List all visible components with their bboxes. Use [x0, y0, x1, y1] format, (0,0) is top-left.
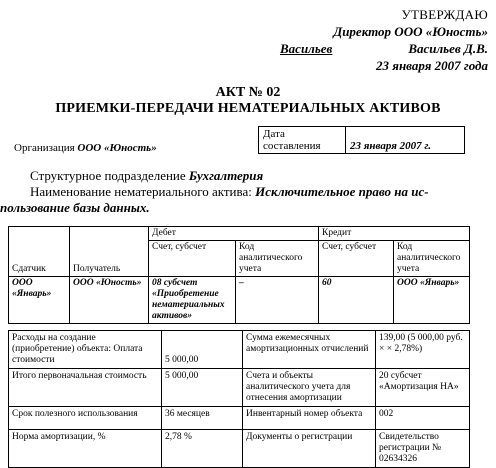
cell-rate-value: 2,78 % — [162, 430, 243, 468]
th-debit-code: Код аналитического учета — [236, 241, 319, 277]
cell-accounts-value: 20 субсчет «Амортизация НА» — [376, 369, 470, 407]
th-credit-account: Счет, субсчет — [319, 241, 394, 277]
table-row — [9, 277, 470, 324]
cell-credit-code: ООО «Январь» — [394, 277, 470, 324]
th-receiver: Получатель — [70, 227, 149, 277]
cell-cost-value: 5 000,00 — [162, 331, 243, 369]
cell-monthly-value: 139,00 (5 000,00 руб. × × 2,78%) — [376, 331, 470, 369]
th-credit-code: Код аналитического учета — [394, 241, 470, 277]
organization-value: ООО «Юность» — [77, 142, 157, 154]
approval-position: Директор ООО «Юность» — [333, 24, 488, 39]
approval-signature: Васильев — [280, 41, 333, 56]
division-label: Структурное подразделение — [30, 168, 186, 183]
act-title-text: ПРИЕМКИ-ПЕРЕДАЧИ НЕМАТЕРИАЛЬНЫХ АКТИВОВ — [55, 101, 441, 116]
asset-parameters-table — [8, 330, 470, 468]
date-box-value: 23 января 2007 г. — [346, 127, 465, 154]
date-box — [258, 126, 465, 154]
cell-sender: ООО «Январь» — [9, 277, 70, 324]
date-box-label — [259, 127, 346, 154]
cell-monthly-label: Сумма ежемесячных амортизационных отчислений — [243, 331, 376, 369]
date-label-line2: составления — [263, 140, 321, 152]
asset-name-label: Наименование нематериального актива: — [30, 184, 252, 199]
cell-term-value: 36 месяцев — [162, 407, 243, 430]
asset-name-value-1: Исключительное право на ис- — [255, 184, 429, 199]
table-row — [9, 369, 470, 407]
asset-name-value-2: пользование базы данных. — [0, 200, 150, 215]
cell-inventory-label: Инвентарный номер объекта — [243, 407, 376, 430]
cell-debit-code: – — [236, 277, 319, 324]
table-row — [9, 331, 470, 369]
approval-heading: УТВЕРЖДАЮ — [401, 7, 488, 22]
cell-term-label: Срок полезного использования — [9, 407, 162, 430]
asset-name-line — [30, 184, 480, 200]
cell-registration-label: Документы о регистрации — [243, 430, 376, 468]
th-debit: Дебет — [149, 227, 319, 241]
th-credit: Кредит — [319, 227, 470, 241]
th-sender: Сдатчик — [9, 227, 70, 277]
cell-accounts-label: Счета и объекты аналитического учета для отнесения амортизации — [243, 369, 376, 407]
cell-registration-value: Свидетельство регистрации № 02634326 — [376, 430, 470, 468]
cell-rate-label: Норма амортизации, % — [9, 430, 162, 468]
approval-sign-row — [238, 40, 488, 57]
division-value: Бухгалтерия — [188, 168, 264, 183]
th-debit-account: Счет, субсчет — [149, 241, 236, 277]
cell-total-value: 5 000,00 — [162, 369, 243, 407]
cell-debit-account: 08 субсчет «Приобретение нематериальных активов» — [149, 277, 236, 324]
cell-total-label: Итого первоначальная стоимость — [9, 369, 162, 407]
organization-label: Организация — [14, 142, 75, 154]
cell-cost-label: Расходы на создание (приобретение) объекта: Оплата стоимости — [9, 331, 162, 369]
approval-date: 23 января 2007 года — [376, 58, 488, 73]
table-row — [9, 430, 470, 468]
cell-receiver: ООО «Юность» — [70, 277, 149, 324]
table-row — [9, 407, 470, 430]
organization-line — [14, 142, 157, 154]
approval-block — [238, 6, 488, 74]
division-line — [30, 168, 480, 184]
cell-inventory-value: 002 — [376, 407, 470, 430]
accounts-table — [8, 226, 470, 324]
approval-name: Васильев Д.В. — [408, 41, 488, 56]
date-label-line1: Дата — [263, 128, 285, 140]
act-title-number: АКТ № 02 — [215, 85, 281, 100]
asset-details — [0, 168, 480, 216]
cell-credit-account: 60 — [319, 277, 394, 324]
